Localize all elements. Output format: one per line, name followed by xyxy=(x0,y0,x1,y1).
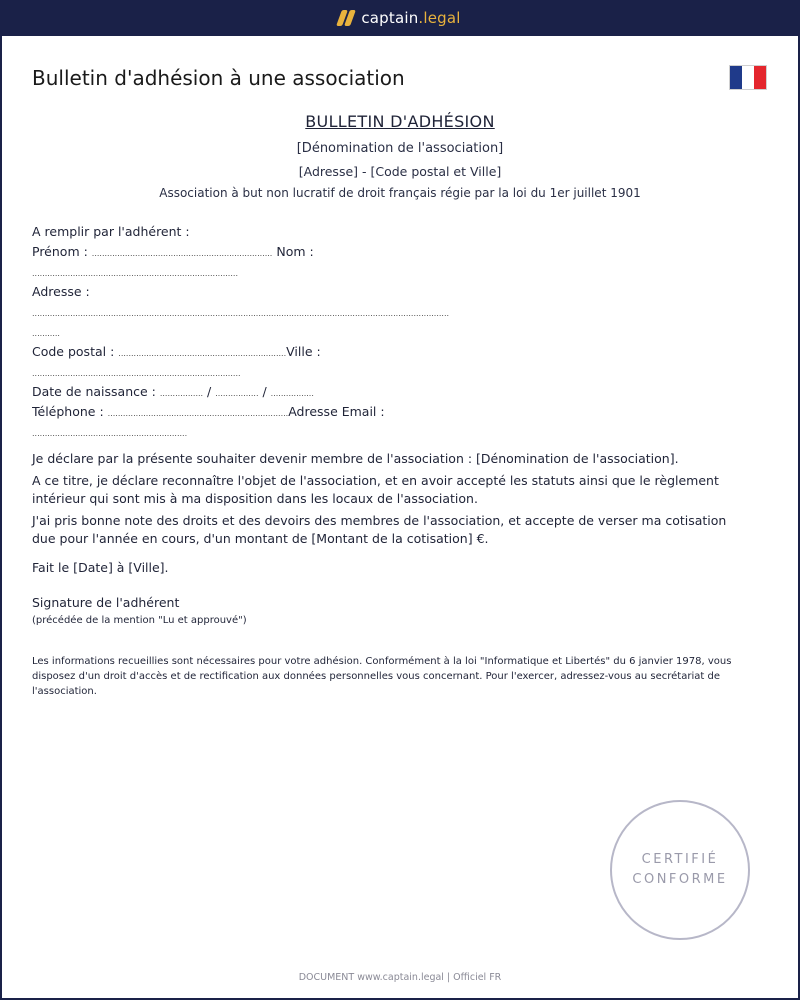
fait-le-paragraph: Fait le [Date] à [Ville]. xyxy=(32,560,169,575)
page-title: Bulletin d'adhésion à une association xyxy=(32,66,405,90)
legal-notice: Les informations recueillies sont nécessaires pour votre adhésion. Conformément à la loi "Informatique et Libertés" du 6 janvier 1978, vous disposez d'un droit d'accès et de rectification aux données personnelles vous concernant. Pour l'exercer, adressez-vous au secrétariat de l'association. xyxy=(32,656,732,697)
adresse-field[interactable]: .................................................................................................................................................................... xyxy=(32,309,450,318)
document-heading: BULLETIN D'ADHÉSION xyxy=(305,112,495,131)
ville-field-row xyxy=(32,362,752,382)
cotisation-paragraph: J'ai pris bonne note des droits et des devoirs des membres de l'association, et accepte de verser ma cotisation due pour l'année en cours, d'un montant de [Montant de la cotisation] €. xyxy=(32,513,727,546)
prenom-label: Prénom : xyxy=(32,244,88,259)
prenom-field[interactable]: ....................................................................... xyxy=(91,249,273,258)
ville-label: Ville : xyxy=(286,344,321,359)
brand-name: captain.legal xyxy=(361,9,461,27)
stamp-line-1: CERTIFIÉ xyxy=(641,852,719,867)
declaration-paragraph: Je déclare par la présente souhaiter devenir membre de l'association : [Dénomination de l'association]. xyxy=(32,451,679,466)
naissance-day-field[interactable]: ................. xyxy=(159,389,204,398)
adresse-field-continued[interactable]: ........... xyxy=(32,329,60,338)
name-row xyxy=(32,242,752,262)
nom-label: Nom : xyxy=(276,244,314,259)
association-name: [Dénomination de l'association] xyxy=(296,141,504,156)
nom-field[interactable]: ................................................................................. xyxy=(32,269,238,278)
naissance-month-field[interactable]: ................. xyxy=(215,389,259,398)
nom-field-row xyxy=(32,262,752,282)
email-field[interactable]: ............................................................. xyxy=(32,429,188,438)
adresse-field-row-2 xyxy=(32,322,752,342)
stamp-line-2: CONFORME xyxy=(632,872,728,887)
adresse-row xyxy=(32,282,752,302)
code-postal-row xyxy=(32,342,752,362)
statuts-paragraph: A ce titre, je déclare reconnaître l'objet de l'association, et en avoir accepté les statuts ainsi que le règlement intérieur qui sont mis à ma disposition dans les locaux de l'association. xyxy=(32,473,719,506)
telephone-row xyxy=(32,402,752,422)
naissance-row: Date de naissance : ................. / ................. / ................. xyxy=(32,384,314,399)
signature-label: Signature de l'adhérent xyxy=(32,595,180,610)
naissance-label: Date de naissance : xyxy=(32,384,156,399)
code-postal-label: Code postal : xyxy=(32,344,115,359)
top-bar xyxy=(0,0,800,36)
document-page xyxy=(2,36,798,998)
certified-stamp xyxy=(610,800,750,940)
captain-legal-logo-icon xyxy=(336,10,356,26)
adresse-label: Adresse : xyxy=(32,284,90,299)
member-form xyxy=(32,222,752,442)
france-flag-icon xyxy=(729,65,767,90)
naissance-year-field[interactable]: ................. xyxy=(270,389,314,398)
association-address: [Adresse] - [Code postal et Ville] xyxy=(298,164,502,179)
legal-status: Association à but non lucratif de droit français régie par la loi du 1er juillet 1901 xyxy=(159,186,641,200)
signature-note: (précédée de la mention "Lu et approuvé") xyxy=(32,615,247,626)
telephone-label: Téléphone : xyxy=(32,404,104,419)
email-field-row xyxy=(32,422,752,442)
code-postal-field[interactable]: .................................................................. xyxy=(118,349,287,358)
ville-field[interactable]: .................................................................................. xyxy=(32,369,241,378)
page-footer: DOCUMENT www.captain.legal | Officiel FR xyxy=(298,972,502,983)
form-intro: A remplir par l'adhérent : xyxy=(32,224,190,239)
adresse-field-row xyxy=(32,302,752,322)
email-label: Adresse Email : xyxy=(288,404,385,419)
brand-logo[interactable] xyxy=(339,9,460,27)
telephone-field[interactable]: ....................................................................... xyxy=(107,409,289,418)
